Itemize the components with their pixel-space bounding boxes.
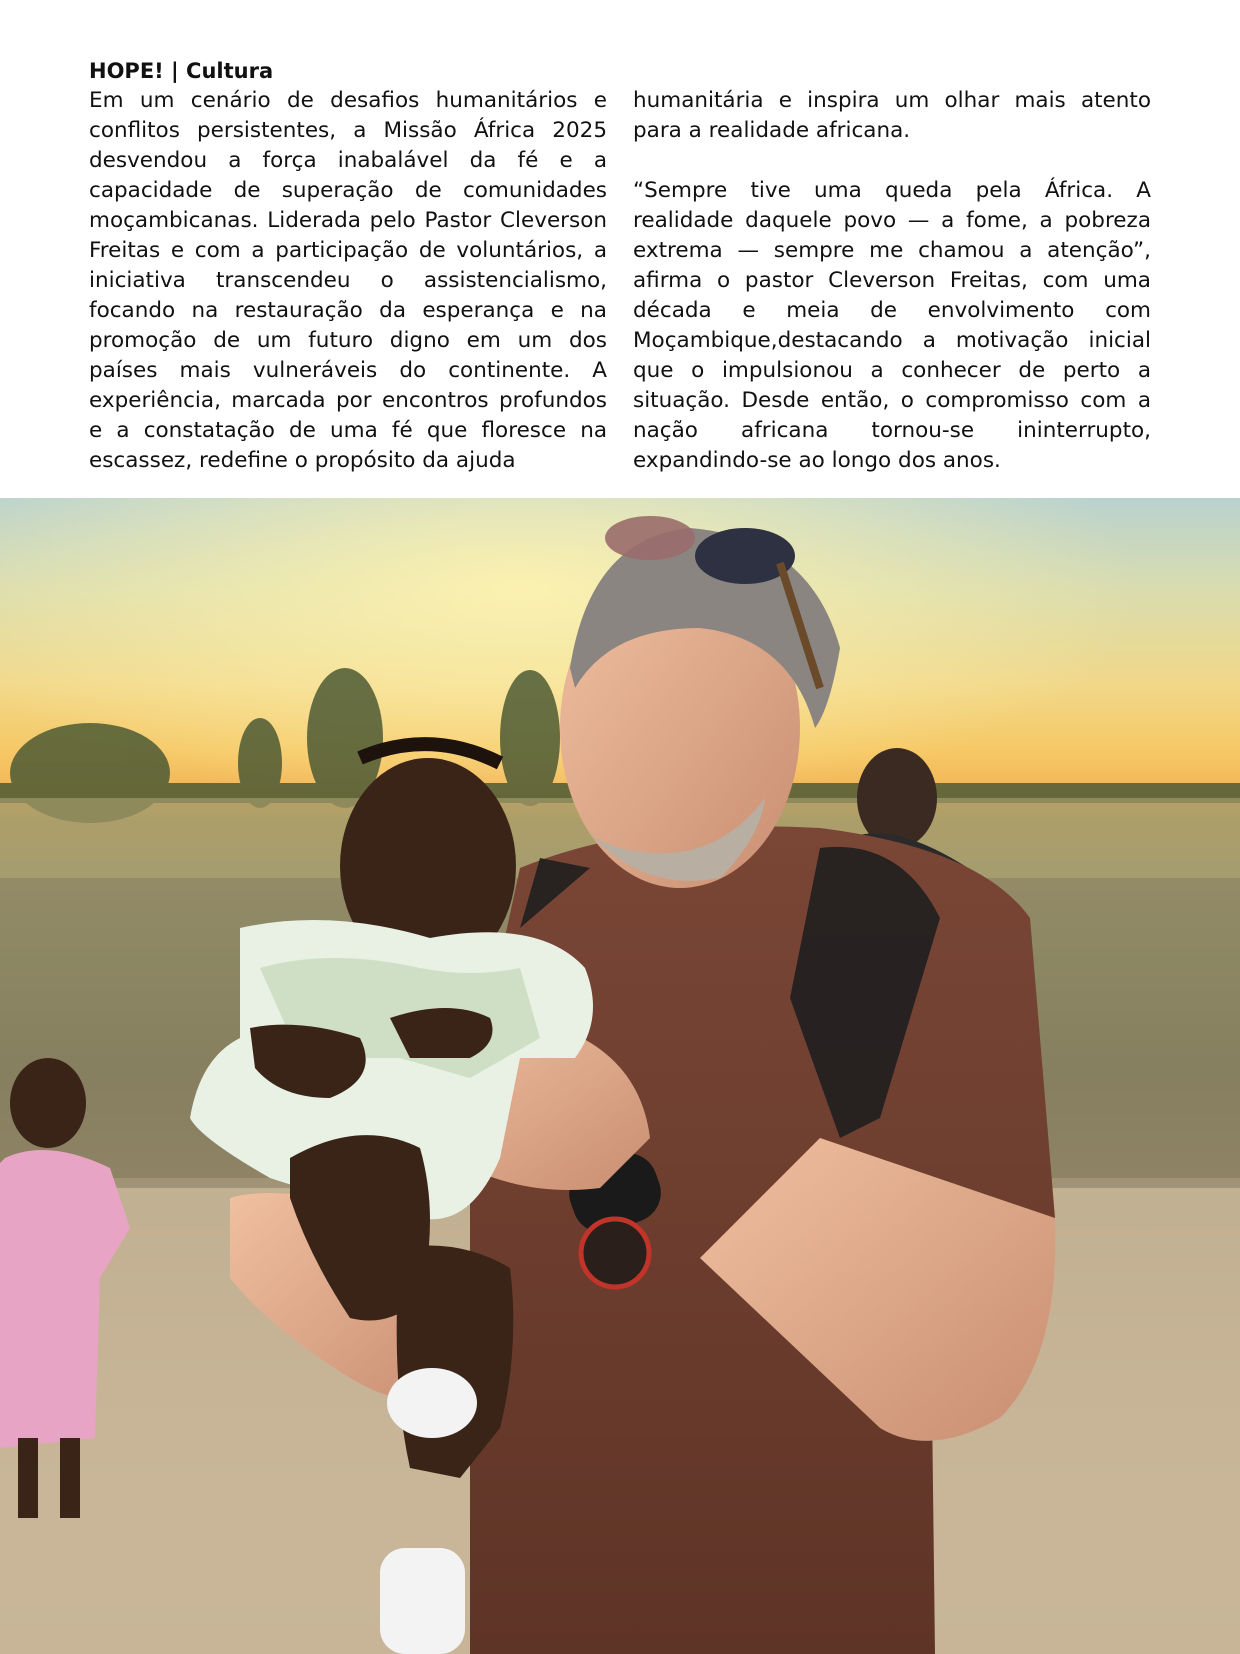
article-column-right <box>633 86 1151 476</box>
article-paragraph: humanitária e inspira um olhar mais atento para a realidade africana. <box>633 88 1151 143</box>
article-column-left <box>89 86 607 476</box>
section-header: HOPE! | Cultura <box>89 59 274 83</box>
article-photo <box>0 498 1240 1654</box>
pull-quote-paragraph: “Sempre tive uma queda pela África. A realidade daquele povo — a fome, a pobreza extrema — sempre me chamou a atenção”, afirma o pastor Cleverson Freitas, com uma década e meia de envolvimento com Moçambique,destacando a motivação inicial que o impulsionou a conhecer de perto a situação. Desde então, o compromisso com a nação africana tornou-se ininterrupto, expandindo-se ao longo dos anos. <box>633 178 1151 473</box>
article-paragraph: Em um cenário de desafios humanitários e conflitos persistentes, a Missão África 2025 desvendou a força inabalável da fé e a capacidade de superação de comunidades moçambicanas. Liderada pelo Pastor Cleverson Freitas e com a participação de voluntários, a iniciativa transcendeu o assistencialismo, focando na restauração da esperança e na promoção de um futuro digno em um dos países mais vulneráveis do continente. A experiência, marcada por encontros profundos e a constatação de uma fé que floresce na escassez, redefine o propósito da ajuda <box>89 88 607 473</box>
photo-illustration <box>0 498 1240 1654</box>
